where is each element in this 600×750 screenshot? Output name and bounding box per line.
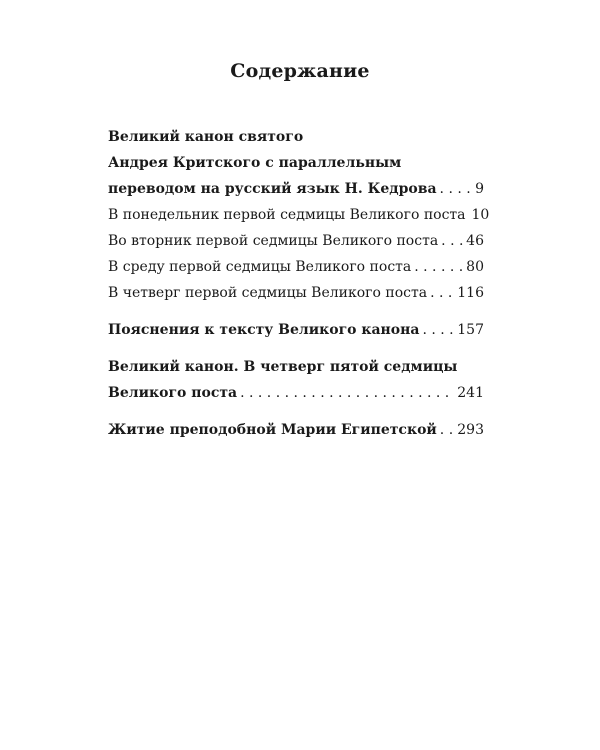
toc-entry-text: Великий канон. В четверг пятой седмицы <box>108 359 458 375</box>
toc-entry-text: Житие преподобной Марии Египетской <box>108 422 437 438</box>
dot-leader <box>422 317 454 343</box>
toc-entry-wednesday[interactable] <box>108 254 484 280</box>
toc-line <box>108 417 484 443</box>
toc-entry-tuesday[interactable] <box>108 228 484 254</box>
toc-entry-text: Великий канон святого <box>108 129 304 145</box>
toc-page-number: 293 <box>457 422 484 438</box>
toc-page-number: 46 <box>466 233 484 249</box>
dot-leader <box>240 380 454 406</box>
toc-entry-text: Андрея Критского с параллельным <box>108 155 402 171</box>
toc-entry-great-canon[interactable] <box>108 124 484 202</box>
dot-leader <box>414 254 463 280</box>
toc-line <box>108 176 484 202</box>
toc-entry-explanations[interactable] <box>108 317 484 343</box>
toc-entry-monday[interactable] <box>108 202 490 228</box>
toc-entry-text: переводом на русский язык Н. Кедрова <box>108 181 437 197</box>
toc-entry-text: В четверг первой седмицы Великого поста <box>108 285 428 301</box>
toc-page-number: 116 <box>457 285 484 301</box>
toc-line <box>108 228 484 254</box>
toc-entry-text: Во вторник первой седмицы Великого поста <box>108 233 439 249</box>
toc-line <box>108 150 484 176</box>
toc-line <box>108 254 484 280</box>
table-of-contents <box>108 124 490 443</box>
toc-line <box>108 380 484 406</box>
toc-entry-text: В понедельник первой седмицы Великого поста <box>108 207 466 223</box>
toc-line <box>108 280 484 306</box>
toc-page-number: 241 <box>457 385 484 401</box>
toc-page-number: 10 <box>471 207 490 223</box>
toc-line <box>108 124 484 150</box>
toc-line <box>108 317 484 343</box>
toc-page-number: 9 <box>475 181 484 197</box>
toc-entry-life-of-mary[interactable] <box>108 417 484 443</box>
toc-line <box>108 354 484 380</box>
toc-entry-fifth-week-canon[interactable] <box>108 354 484 406</box>
toc-page-number: 80 <box>466 259 484 275</box>
toc-entry-text: Пояснения к тексту Великого канона <box>108 322 420 338</box>
dot-leader <box>430 280 454 306</box>
dot-leader <box>440 417 454 443</box>
toc-line <box>108 202 490 228</box>
page-title: Содержание <box>230 60 370 82</box>
toc-entry-text: Великого поста <box>108 385 238 401</box>
toc-entry-text: В среду первой седмицы Великого поста <box>108 259 412 275</box>
dot-leader <box>440 176 473 202</box>
dot-leader <box>441 228 463 254</box>
toc-entry-thursday[interactable] <box>108 280 484 306</box>
toc-page-number: 157 <box>457 322 484 338</box>
